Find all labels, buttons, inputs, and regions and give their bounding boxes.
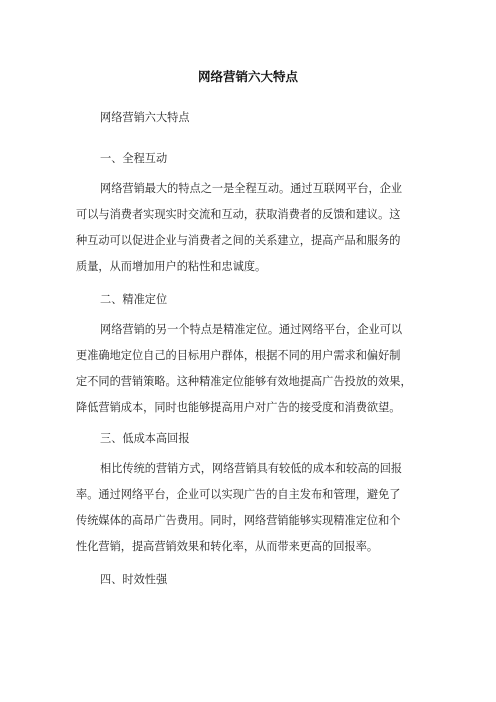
paragraph-line: 质量，从而增加用户的粘性和忠诚度。 — [76, 260, 267, 273]
document-title: 网络营销六大特点 — [197, 69, 298, 84]
paragraph-line: 可以与消费者实现实时交流和互动，获取消费者的反馈和建议。这 — [76, 208, 401, 221]
paragraph-line: 传统媒体的高昂广告费用。同时，网络营销能够实现精准定位和个 — [76, 514, 401, 527]
paragraph-line: 种互动可以促进企业与消费者之间的关系建立，提高产品和服务的 — [76, 234, 401, 247]
paragraph-line: 率。通过网络平台，企业可以实现广告的自主发布和管理，避免了 — [76, 488, 401, 501]
document-subtitle: 网络营销六大特点 — [100, 111, 190, 124]
section-heading: 四、时效性强 — [100, 573, 168, 586]
section-heading: 二、精准定位 — [100, 293, 168, 306]
paragraph-line: 相比传统的营销方式，网络营销具有较低的成本和较高的回报 — [100, 462, 403, 475]
paragraph-line: 更准确地定位自己的目标用户群体，根据不同的用户需求和偏好制 — [76, 349, 401, 362]
section-heading: 三、低成本高回报 — [100, 432, 190, 445]
paragraph-line: 网络营销最大的特点之一是全程互动。通过互联网平台，企业 — [100, 182, 403, 195]
section-heading: 一、全程互动 — [100, 152, 168, 165]
paragraph-line: 网络营销的另一个特点是精准定位。通过网络平台，企业可以 — [100, 323, 403, 336]
paragraph-line: 性化营销，提高营销效果和转化率，从而带来更高的回报率。 — [76, 540, 379, 553]
paragraph-line: 降低营销成本，同时也能够提高用户对广告的接受度和消费欲望。 — [76, 401, 401, 414]
paragraph-line: 定不同的营销策略。这种精准定位能够有效地提高广告投放的效果， — [76, 375, 412, 388]
